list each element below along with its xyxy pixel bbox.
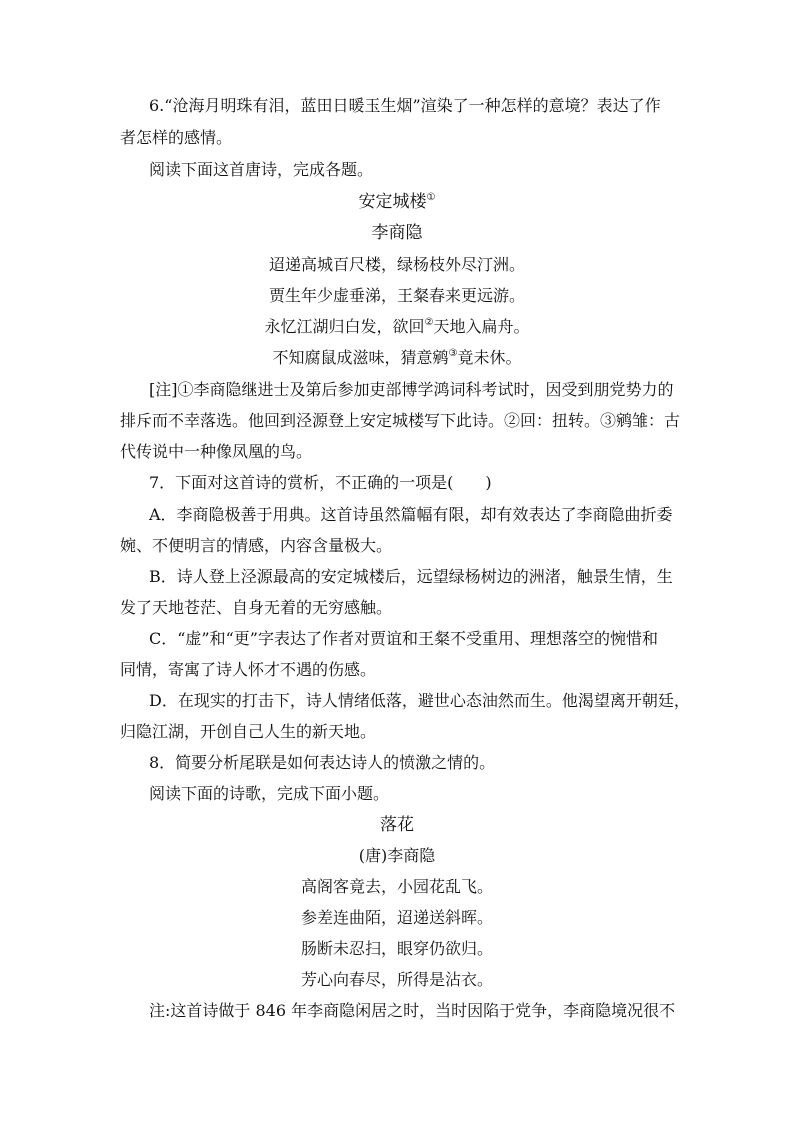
poem-1-line-4 xyxy=(0,348,794,368)
question-7-option-c-line-2: 同情，寄寓了诗人怀才不遇的伤感。 xyxy=(120,660,377,679)
poem-1-title-text: 安定城楼 xyxy=(358,192,427,212)
poem-1-title xyxy=(0,192,794,212)
poem-1-note-line-2: 排斥而不幸落选。他回到泾源登上安定城楼写下此诗。②回：扭转。③鹓雏：古 xyxy=(120,411,681,430)
poem-1-author: 李商隐 xyxy=(371,223,423,243)
question-7-option-d-line-1: D．在现实的打击下，诗人情绪低落，避世心态油然而生。他渴望离开朝廷， xyxy=(149,691,690,710)
poem-1-line-3 xyxy=(0,317,794,337)
poem-1-line-3-part-a: 永忆江湖归白发，欲回 xyxy=(264,317,425,336)
question-7-stem: 7．下面对这首诗的赏析，不正确的一项是( ) xyxy=(149,473,492,492)
question-7-option-b-line-1: B．诗人登上泾源最高的安定城楼后，远望绿杨树边的洲渚，触景生情，生 xyxy=(149,567,673,586)
poem-2-line-4: 芳心向春尽，所得是沾衣。 xyxy=(300,970,493,989)
poem-2-author: (唐)李商隐 xyxy=(358,846,436,865)
poem-2-line-2: 参差连曲陌，迢递送斜晖。 xyxy=(300,908,493,927)
poem-1-line-4-part-a: 不知腐鼠成滋味，猜意鹓 xyxy=(272,348,449,367)
question-6-line-2: 者怎样的感情。 xyxy=(120,128,233,147)
poem-2-line-3: 肠断未忍扫，眼穿仍欲归。 xyxy=(300,939,493,958)
poem-2-line-1: 高阁客竟去，小园花乱飞。 xyxy=(300,877,493,896)
poem-2-title: 落花 xyxy=(380,815,414,835)
question-7-option-a-line-2: 婉、不便明言的情感，内容含量极大。 xyxy=(120,536,393,555)
question-8: 8．简要分析尾联是如何表达诗人的愤激之情的。 xyxy=(149,753,496,772)
footnote-marker-2: ② xyxy=(424,317,434,328)
question-7-option-a-line-1: A．李商隐极善于用典。这首诗虽然篇幅有限，却有效表达了李商隐曲折委 xyxy=(149,505,673,524)
question-7-option-c-line-1: C．“虚”和“更”字表达了作者对贾谊和王粲不受重用、理想落空的惋惜和 xyxy=(149,629,658,648)
footnote-marker-1: ① xyxy=(426,192,436,203)
footnote-marker-3: ③ xyxy=(448,348,458,359)
question-7-option-b-line-2: 发了天地苍茫、自身无着的无穷感触。 xyxy=(120,598,393,617)
poem-1-line-1: 迢递高城百尺楼，绿杨枝外尽汀洲。 xyxy=(268,255,525,274)
poem-1-note-line-1: [注]①李商隐继进士及第后参加吏部博学鸿词科考试时，因受到朋党势力的 xyxy=(149,380,674,399)
question-6-line-1: 6.“沧海月明珠有泪，蓝田日暖玉生烟”渲染了一种怎样的意境？表达了作 xyxy=(149,96,661,115)
poem-1-line-4-part-b: 竟未休。 xyxy=(457,348,522,367)
poem-1-note-line-3: 代传说中一种像凤凰的鸟。 xyxy=(120,442,313,461)
reading-instruction-2: 阅读下面的诗歌，完成下面小题。 xyxy=(149,784,390,803)
poem-1-line-2: 贾生年少虚垂涕，王粲春来更远游。 xyxy=(268,286,525,305)
poem-2-note-line-1: 注:这首诗做于 846 年李商隐闲居之时，当时因陷于党争，李商隐境况很不 xyxy=(149,1001,676,1020)
question-7-option-d-line-2: 归隐江湖，开创自己人生的新天地。 xyxy=(120,722,377,741)
reading-instruction-1: 阅读下面这首唐诗，完成各题。 xyxy=(149,160,374,179)
poem-1-line-3-part-b: 天地入扁舟。 xyxy=(433,317,530,336)
